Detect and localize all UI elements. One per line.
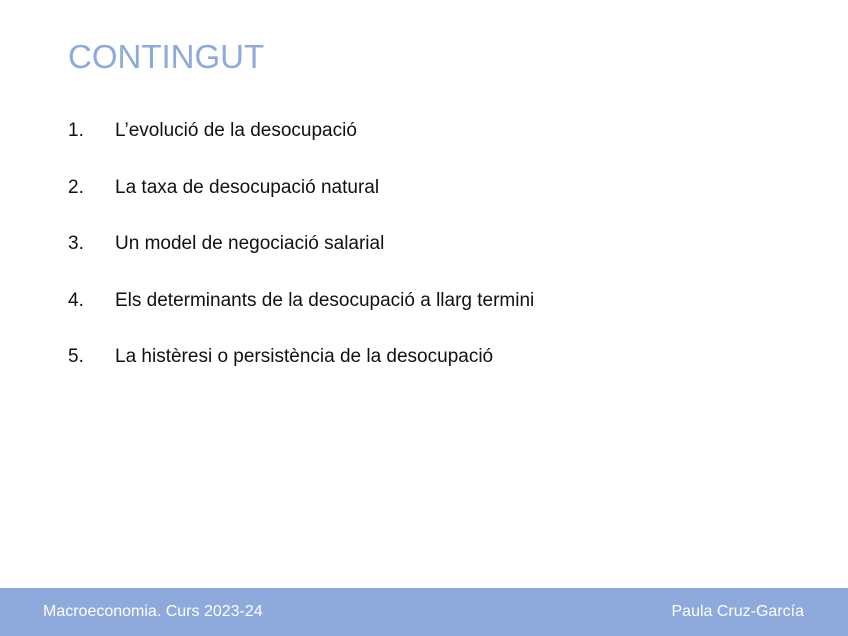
item-text: La histèresi o persistència de la desocupació xyxy=(115,346,494,367)
list-item xyxy=(68,343,534,371)
item-text: Un model de negociació salarial xyxy=(115,233,385,254)
item-number: 2. xyxy=(68,176,84,198)
list-item xyxy=(68,174,534,202)
item-text: Els determinants de la desocupació a llarg termini xyxy=(115,289,535,311)
footer-bar xyxy=(0,588,848,636)
slide-title: CONTINGUT xyxy=(68,38,265,75)
list-item xyxy=(68,230,534,258)
contents-list xyxy=(68,117,534,400)
item-number: 4. xyxy=(68,289,84,311)
course-label: Macroeconomia. Curs 2023-24 xyxy=(43,603,263,620)
item-number: 3. xyxy=(68,233,84,254)
item-text: La taxa de desocupació natural xyxy=(115,176,380,198)
item-number: 5. xyxy=(68,346,84,367)
list-item xyxy=(68,287,534,315)
list-item xyxy=(68,117,534,145)
author-label: Paula Cruz-García xyxy=(671,603,804,620)
item-text: L’evolució de la desocupació xyxy=(115,120,357,141)
item-number: 1. xyxy=(68,120,84,141)
